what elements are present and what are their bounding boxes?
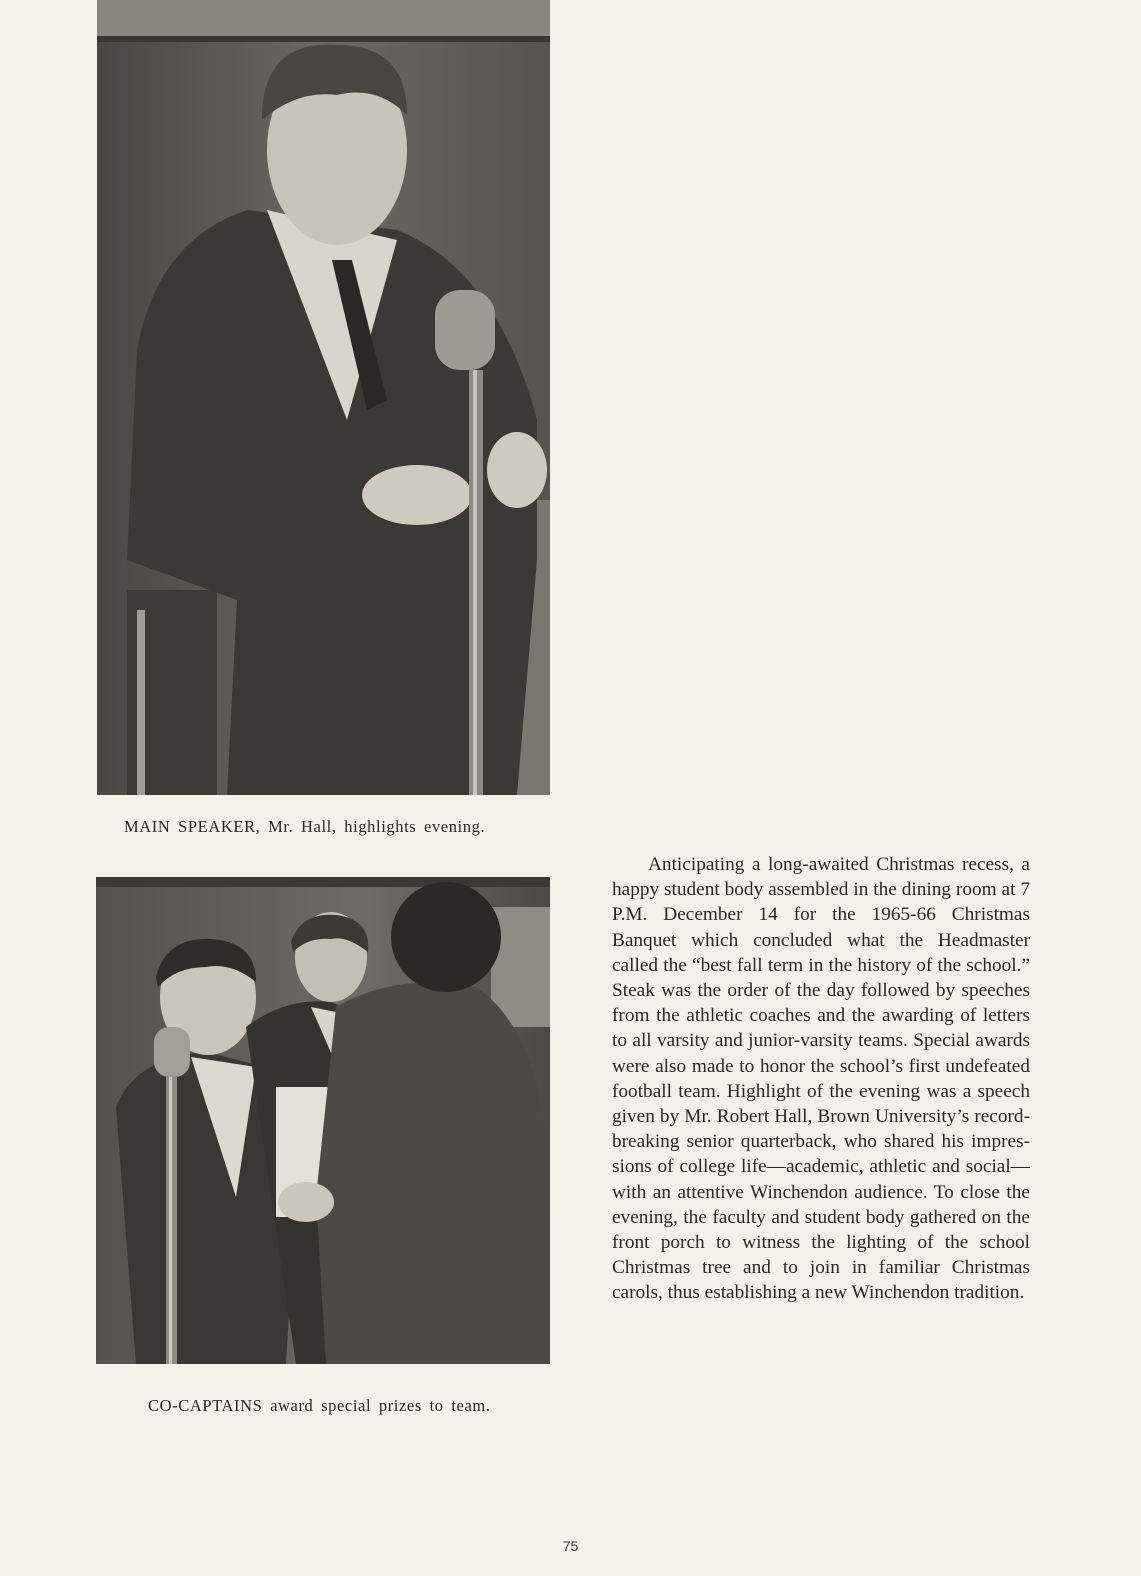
photo-main-speaker-image	[97, 0, 550, 795]
page-number: 75	[562, 1538, 579, 1554]
caption-co-captains: CO-CAPTAINS award special prizes to team.	[148, 1396, 491, 1415]
caption-main-speaker: MAIN SPEAKER, Mr. Hall, highlights evening.	[124, 817, 486, 836]
photo-main-speaker	[97, 0, 550, 795]
article-body: Anticipating a long-awaited Christmas recess, a happy student body assembled in the dining room at 7 P.M. December 14 for the 1965-66 Christmas Banquet which concluded what the Headmaster called the “best fall term in the history of the school.” Steak was the order of the day followed by speeches from the athletic coaches and the awarding of letters to all varsity and junior-varsity teams. Special awards were also made to honor the school’s first undefeated football team. Highlight of the evening was a speech given by Mr. Robert Hall, Brown University’s record-breaking senior quarterback, who shared his impressions of college life—academic, athletic and social—with an attentive Winchendon audience. To close the evening, the faculty and student body gathered on the front porch to witness the lighting of the school Christmas tree and to join in familiar Christmas carols, thus establishing a new Winchendon tradition.	[612, 854, 1030, 1304]
photo-co-captains	[96, 877, 550, 1364]
photo-co-captains-image	[96, 877, 550, 1364]
